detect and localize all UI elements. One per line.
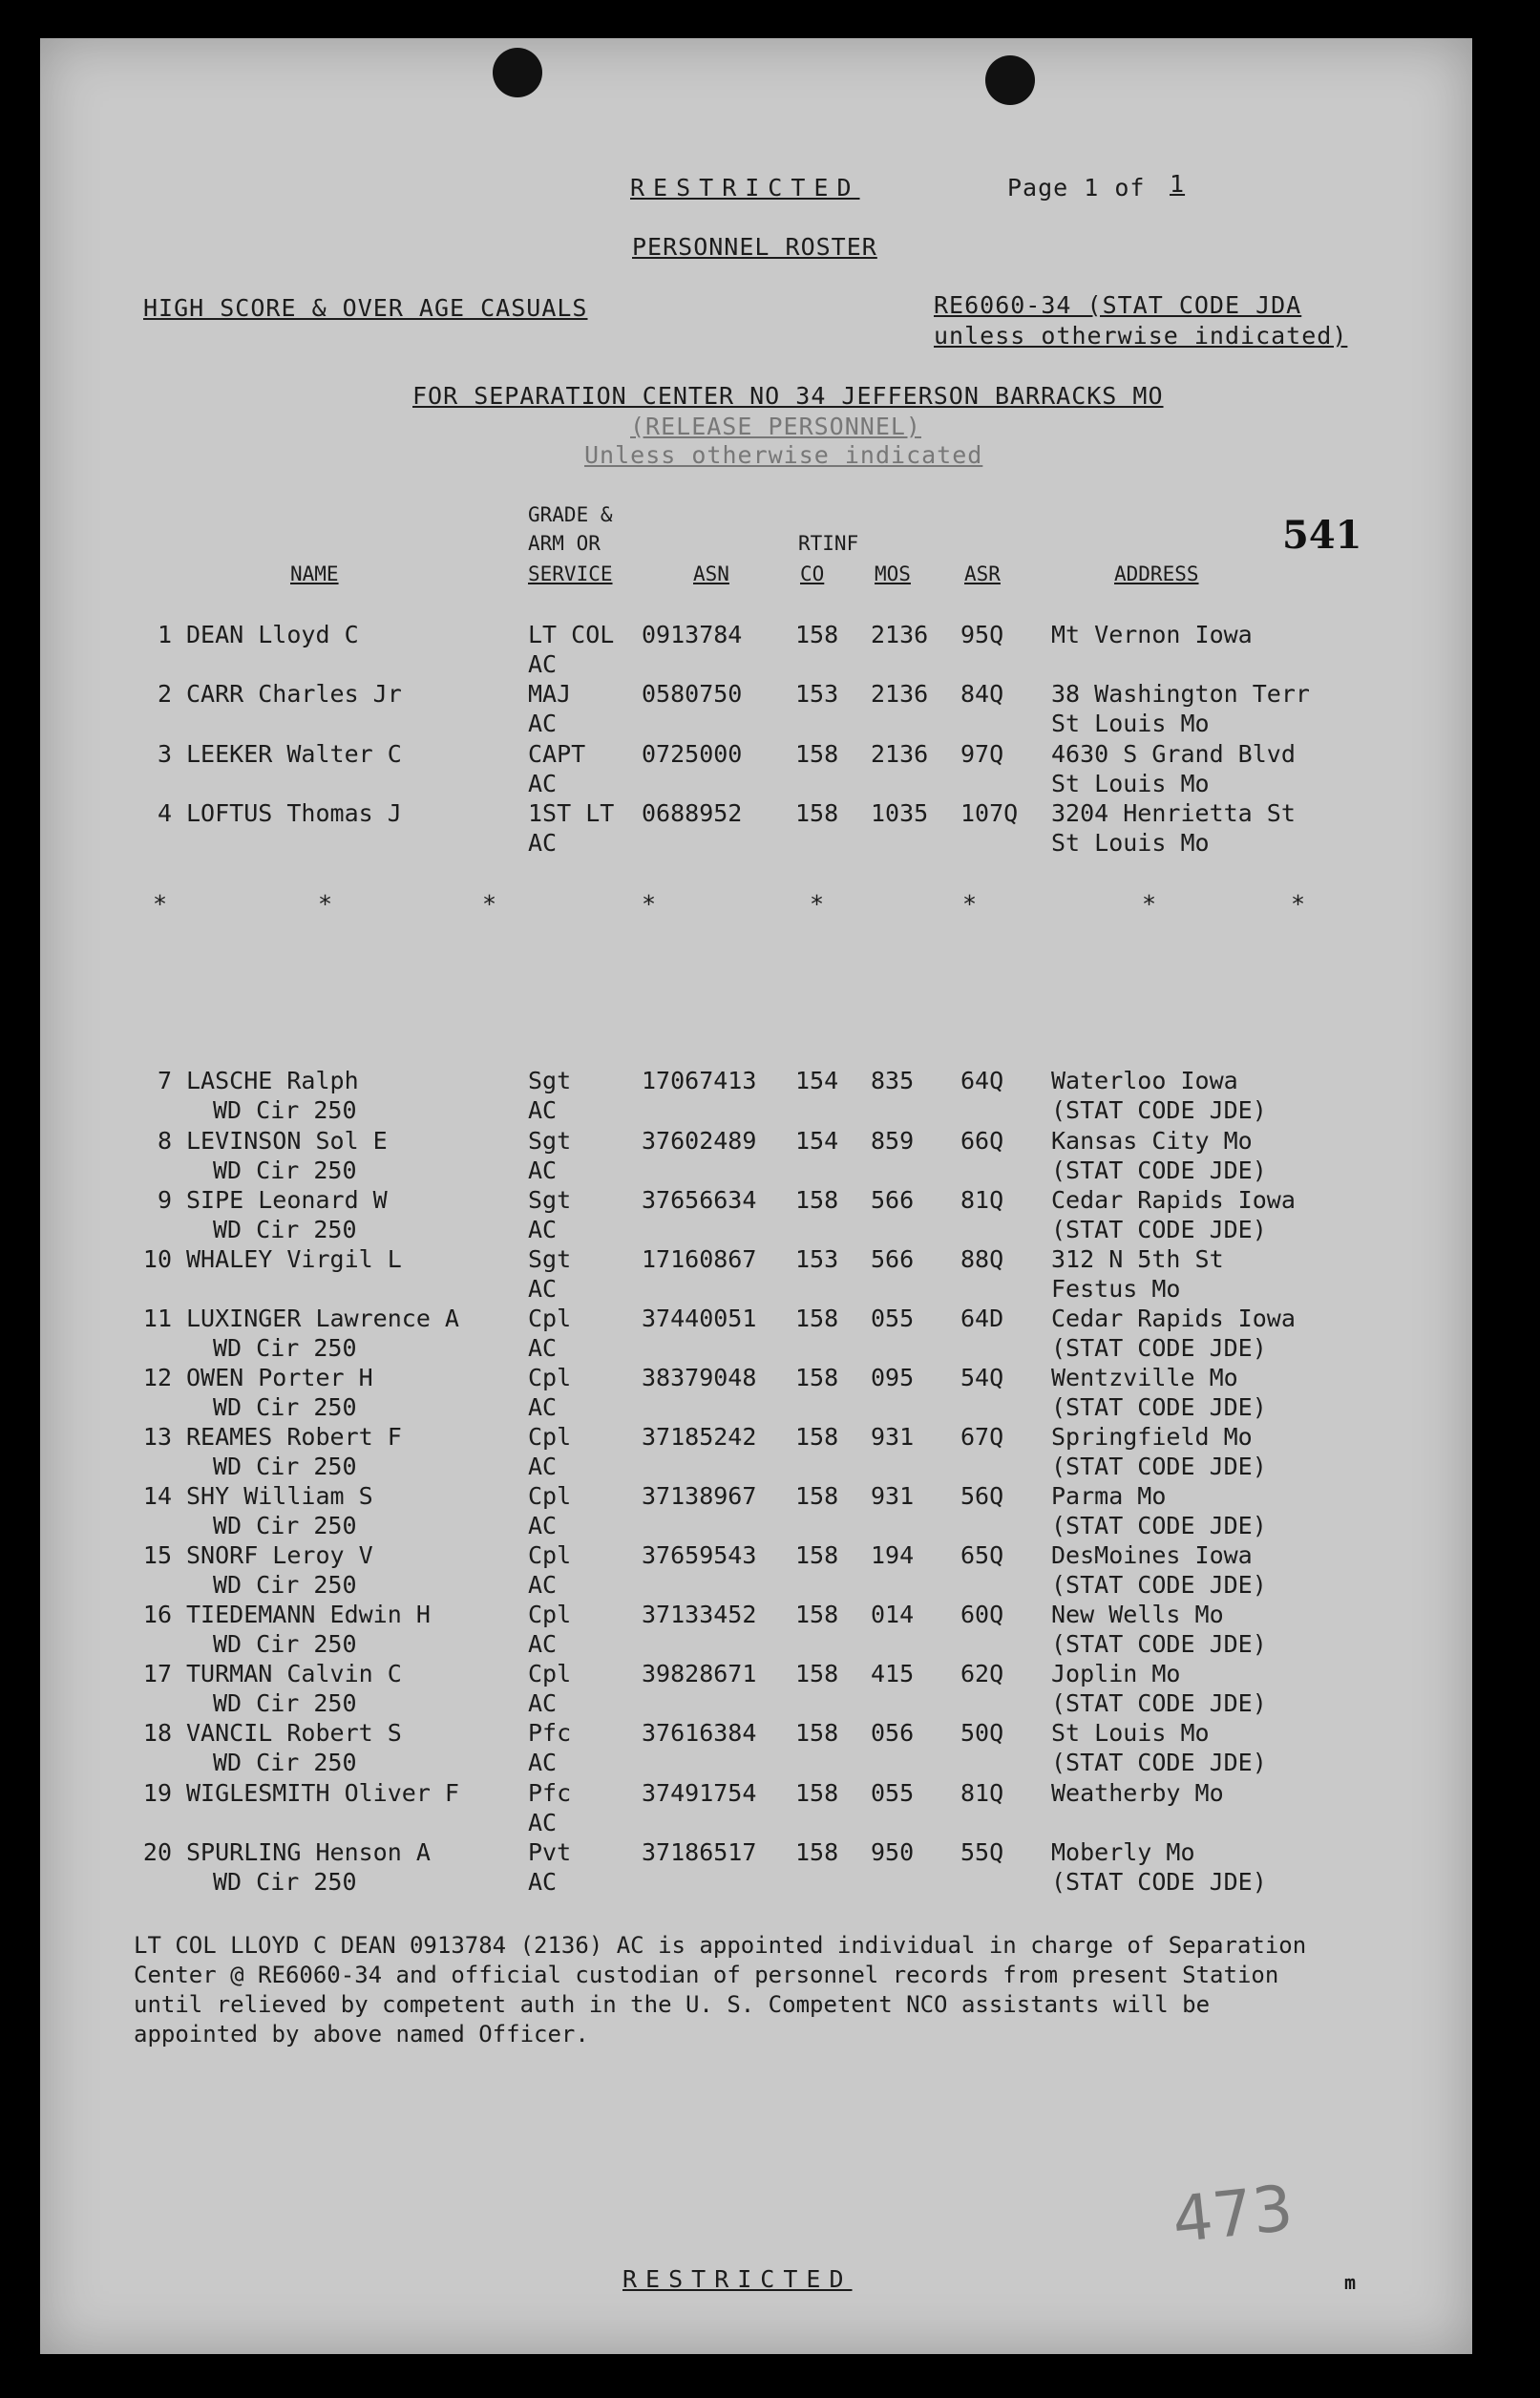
address-line-1: 3204 Henrietta St [1051,799,1296,827]
co-cell: 158 [795,799,839,827]
mos-cell: 2136 [871,621,929,648]
asn-cell: 0580750 [642,680,743,708]
asr-cell: 95Q [960,621,1004,648]
asr-cell: 50Q [960,1719,1004,1747]
table-row [0,1423,1540,1482]
name-cell: OWEN Porter H [186,1364,373,1391]
asn-cell: 37491754 [642,1779,757,1807]
mos-cell: 566 [871,1245,915,1273]
grade-cell: Sgt [528,1245,572,1273]
mos-cell: 055 [871,1779,915,1807]
col-header-co: CO [800,562,825,585]
group-title: HIGH SCORE & OVER AGE CASUALS [143,294,588,322]
asn-cell: 37138967 [642,1482,757,1510]
arm-service-cell: AC [528,1571,558,1599]
co-cell: 158 [795,1364,839,1391]
page-number-stamp: 541 [1282,513,1362,558]
address-line-1: New Wells Mo [1051,1601,1224,1628]
separator-star: * [642,890,657,918]
asr-cell: 60Q [960,1601,1004,1628]
address-line-1: Waterloo Iowa [1051,1067,1238,1094]
grade-cell: Cpl [528,1423,572,1451]
co-cell: 154 [795,1067,839,1094]
authority-cell: WD Cir 250 [213,1393,357,1421]
co-cell: 158 [795,1423,839,1451]
address-line-2: (STAT CODE JDE) [1051,1157,1267,1184]
authority-cell: WD Cir 250 [213,1216,357,1243]
asn-cell: 37602489 [642,1127,757,1155]
grade-cell: Pfc [528,1779,572,1807]
authority-cell: WD Cir 250 [213,1157,357,1184]
arm-service-cell: AC [528,1157,558,1184]
asn-cell: 37440051 [642,1305,757,1332]
asr-cell: 88Q [960,1245,1004,1273]
grade-cell: Sgt [528,1127,572,1155]
grade-cell: Sgt [528,1186,572,1214]
mos-cell: 931 [871,1482,915,1510]
table-row [0,740,1540,799]
asr-cell: 81Q [960,1186,1004,1214]
row-number: 16 [142,1601,172,1628]
destination: FOR SEPARATION CENTER NO 34 JEFFERSON BARRACKS MO [412,382,1164,410]
address-line-2: Festus Mo [1051,1275,1181,1303]
separator-star: * [482,890,497,918]
grade-cell: Sgt [528,1067,572,1094]
co-cell: 158 [795,1305,839,1332]
asn-cell: 37659543 [642,1541,757,1569]
asr-cell: 107Q [960,799,1019,827]
col-header-grade-1: GRADE & [528,503,613,526]
table-row [0,621,1540,680]
table-row [0,1541,1540,1601]
authority-cell: WD Cir 250 [213,1630,357,1658]
mos-cell: 566 [871,1186,915,1214]
separator-star: * [962,890,978,918]
authority-cell: WD Cir 250 [213,1334,357,1362]
separator-star: * [810,890,825,918]
col-header-mos: MOS [875,562,911,585]
co-cell: 158 [795,1719,839,1747]
address-line-1: 38 Washington Terr [1051,680,1310,708]
address-line-2: (STAT CODE JDE) [1051,1630,1267,1658]
arm-service-cell: AC [528,1630,558,1658]
table-row [0,680,1540,739]
mos-cell: 055 [871,1305,915,1332]
co-cell: 158 [795,1660,839,1687]
asn-cell: 0725000 [642,740,743,768]
address-line-1: Mt Vernon Iowa [1051,621,1253,648]
arm-service-cell: AC [528,1868,558,1896]
grade-cell: Cpl [528,1541,572,1569]
asn-cell: 37185242 [642,1423,757,1451]
arm-service-cell: AC [528,1749,558,1776]
address-line-2: St Louis Mo [1051,829,1210,857]
table-row [0,1245,1540,1305]
authority-cell: WD Cir 250 [213,1453,357,1480]
address-line-2: (STAT CODE JDE) [1051,1749,1267,1776]
asn-cell: 0913784 [642,621,743,648]
asr-cell: 84Q [960,680,1004,708]
col-header-asn: ASN [693,562,729,585]
punch-hole-right [985,55,1035,105]
asn-cell: 37656634 [642,1186,757,1214]
row-number: 7 [157,1067,172,1094]
table-row [0,1364,1540,1423]
arm-service-cell: AC [528,1275,558,1303]
page-label: Page 1 of [1007,174,1146,202]
col-header-rtinf: RTINF [798,532,859,555]
grade-cell: Cpl [528,1660,572,1687]
name-cell: LEEKER Walter C [186,740,402,768]
arm-service-cell: AC [528,1453,558,1480]
punch-hole-left [493,48,542,97]
asr-cell: 81Q [960,1779,1004,1807]
arm-service-cell: AC [528,1393,558,1421]
roster-title: PERSONNEL ROSTER [632,233,877,261]
table-row [0,1719,1540,1778]
classification-top: RESTRICTED [630,174,860,202]
row-number: 17 [142,1660,172,1687]
asn-cell: 37616384 [642,1719,757,1747]
row-number: 8 [157,1127,172,1155]
row-number: 3 [157,740,172,768]
co-cell: 158 [795,1601,839,1628]
address-line-1: 312 N 5th St [1051,1245,1224,1273]
name-cell: CARR Charles Jr [186,680,402,708]
table-row [0,1186,1540,1245]
table-row [0,1779,1540,1838]
asr-cell: 55Q [960,1838,1004,1866]
address-line-1: Wentzville Mo [1051,1364,1238,1391]
address-line-1: 4630 S Grand Blvd [1051,740,1296,768]
arm-service-cell: AC [528,1512,558,1539]
separator-star: * [1291,890,1306,918]
name-cell: SNORF Leroy V [186,1541,373,1569]
co-cell: 158 [795,1482,839,1510]
authority-cell: WD Cir 250 [213,1096,357,1124]
mos-cell: 415 [871,1660,915,1687]
destination-sub-1: (RELEASE PERSONNEL) [630,413,921,440]
asr-cell: 64Q [960,1067,1004,1094]
co-cell: 158 [795,740,839,768]
page-total: 1 [1170,170,1186,198]
asr-cell: 97Q [960,740,1004,768]
table-row [0,1660,1540,1719]
grade-cell: Cpl [528,1601,572,1628]
address-line-2: (STAT CODE JDE) [1051,1571,1267,1599]
address-line-1: Moberly Mo [1051,1838,1195,1866]
row-number: 4 [157,799,172,827]
name-cell: WIGLESMITH Oliver F [186,1779,459,1807]
address-line-2: (STAT CODE JDE) [1051,1216,1267,1243]
destination-sub-2: Unless otherwise indicated [584,441,983,469]
table-row [0,1067,1540,1126]
address-line-2: (STAT CODE JDE) [1051,1096,1267,1124]
grade-cell: 1ST LT [528,799,615,827]
asr-cell: 56Q [960,1482,1004,1510]
asn-cell: 37133452 [642,1601,757,1628]
authority-cell: WD Cir 250 [213,1749,357,1776]
row-number: 10 [142,1245,172,1273]
address-line-2: (STAT CODE JDE) [1051,1868,1267,1896]
address-line-1: St Louis Mo [1051,1719,1210,1747]
name-cell: LOFTUS Thomas J [186,799,402,827]
co-cell: 158 [795,1541,839,1569]
col-header-address: ADDRESS [1114,562,1199,585]
name-cell: LUXINGER Lawrence A [186,1305,459,1332]
row-number: 18 [142,1719,172,1747]
col-header-asr: ASR [964,562,1001,585]
table-row [0,1601,1540,1660]
address-line-1: Kansas City Mo [1051,1127,1253,1155]
arm-service-cell: AC [528,1689,558,1717]
table-row [0,1305,1540,1364]
row-number: 14 [142,1482,172,1510]
authority-cell: WD Cir 250 [213,1571,357,1599]
asr-cell: 66Q [960,1127,1004,1155]
name-cell: SPURLING Henson A [186,1838,431,1866]
address-line-1: Cedar Rapids Iowa [1051,1186,1296,1214]
row-number: 15 [142,1541,172,1569]
mos-cell: 2136 [871,740,929,768]
asr-cell: 67Q [960,1423,1004,1451]
row-number: 11 [142,1305,172,1332]
name-cell: SHY William S [186,1482,373,1510]
address-line-2: (STAT CODE JDE) [1051,1334,1267,1362]
asr-cell: 65Q [960,1541,1004,1569]
asn-cell: 39828671 [642,1660,757,1687]
arm-service-cell: AC [528,829,558,857]
co-cell: 158 [795,621,839,648]
table-row [0,1838,1540,1898]
mos-cell: 014 [871,1601,915,1628]
grade-cell: Cpl [528,1305,572,1332]
authority-cell: WD Cir 250 [213,1512,357,1539]
row-number: 12 [142,1364,172,1391]
separator-star: * [153,890,168,918]
grade-cell: CAPT [528,740,586,768]
mos-cell: 194 [871,1541,915,1569]
address-line-1: Weatherby Mo [1051,1779,1224,1807]
row-number: 1 [157,621,172,648]
col-header-grade-3: SERVICE [528,562,613,585]
grade-cell: Cpl [528,1482,572,1510]
row-number: 9 [157,1186,172,1214]
name-cell: LEVINSON Sol E [186,1127,388,1155]
asn-cell: 17067413 [642,1067,757,1094]
separator-star: * [318,890,333,918]
grade-cell: Cpl [528,1364,572,1391]
name-cell: SIPE Leonard W [186,1186,388,1214]
asr-cell: 54Q [960,1364,1004,1391]
co-cell: 154 [795,1127,839,1155]
table-row [0,799,1540,859]
arm-service-cell: AC [528,710,558,737]
classification-bottom: RESTRICTED [622,2265,853,2293]
separator-star: * [1142,890,1157,918]
reference-line-2: unless otherwise indicated) [934,322,1348,350]
name-cell: REAMES Robert F [186,1423,402,1451]
name-cell: VANCIL Robert S [186,1719,402,1747]
col-header-name: NAME [290,562,339,585]
co-cell: 158 [795,1779,839,1807]
address-line-1: Parma Mo [1051,1482,1167,1510]
address-line-2: St Louis Mo [1051,770,1210,797]
address-line-2: (STAT CODE JDE) [1051,1512,1267,1539]
reference-line-1: RE6060-34 (STAT CODE JDA [934,291,1302,319]
name-cell: WHALEY Virgil L [186,1245,402,1273]
authority-cell: WD Cir 250 [213,1689,357,1717]
asr-cell: 62Q [960,1660,1004,1687]
address-line-2: (STAT CODE JDE) [1051,1689,1267,1717]
handwritten-number: 473 [1169,2171,1297,2258]
co-cell: 153 [795,680,839,708]
row-number: 13 [142,1423,172,1451]
mos-cell: 835 [871,1067,915,1094]
arm-service-cell: AC [528,770,558,797]
row-number: 19 [142,1779,172,1807]
grade-cell: Pvt [528,1838,572,1866]
mos-cell: 2136 [871,680,929,708]
row-number: 2 [157,680,172,708]
name-cell: LASCHE Ralph [186,1067,359,1094]
name-cell: TURMAN Calvin C [186,1660,402,1687]
arm-service-cell: AC [528,1216,558,1243]
grade-cell: Pfc [528,1719,572,1747]
asn-cell: 37186517 [642,1838,757,1866]
arm-service-cell: AC [528,1809,558,1836]
name-cell: DEAN Lloyd C [186,621,359,648]
table-row [0,1482,1540,1541]
mos-cell: 1035 [871,799,929,827]
name-cell: TIEDEMANN Edwin H [186,1601,431,1628]
mos-cell: 859 [871,1127,915,1155]
table-row [0,1127,1540,1186]
asn-cell: 17160867 [642,1245,757,1273]
asr-cell: 64D [960,1305,1004,1332]
address-line-2: (STAT CODE JDE) [1051,1453,1267,1480]
co-cell: 158 [795,1838,839,1866]
address-line-1: Springfield Mo [1051,1423,1253,1451]
authority-cell: WD Cir 250 [213,1868,357,1896]
mos-cell: 950 [871,1838,915,1866]
co-cell: 158 [795,1186,839,1214]
corner-mark: m [1344,2271,1357,2294]
arm-service-cell: AC [528,650,558,678]
mos-cell: 931 [871,1423,915,1451]
co-cell: 153 [795,1245,839,1273]
col-header-grade-2: ARM OR [528,532,601,555]
address-line-1: Cedar Rapids Iowa [1051,1305,1296,1332]
arm-service-cell: AC [528,1096,558,1124]
address-line-1: DesMoines Iowa [1051,1541,1253,1569]
officer-appointment-note: LT COL LLOYD C DEAN 0913784 (2136) AC is appointed individual in charge of Separation Center @ RE6060-34 and official custodian of personnel records from present Station until relieved by competent auth in the U. S. Competent NCO assistants will be appointed by above named Officer. [134,1932,1307,2048]
grade-cell: LT COL [528,621,615,648]
grade-cell: MAJ [528,680,572,708]
asn-cell: 0688952 [642,799,743,827]
asn-cell: 38379048 [642,1364,757,1391]
arm-service-cell: AC [528,1334,558,1362]
address-line-1: Joplin Mo [1051,1660,1181,1687]
row-number: 20 [142,1838,172,1866]
mos-cell: 056 [871,1719,915,1747]
address-line-2: St Louis Mo [1051,710,1210,737]
address-line-2: (STAT CODE JDE) [1051,1393,1267,1421]
mos-cell: 095 [871,1364,915,1391]
